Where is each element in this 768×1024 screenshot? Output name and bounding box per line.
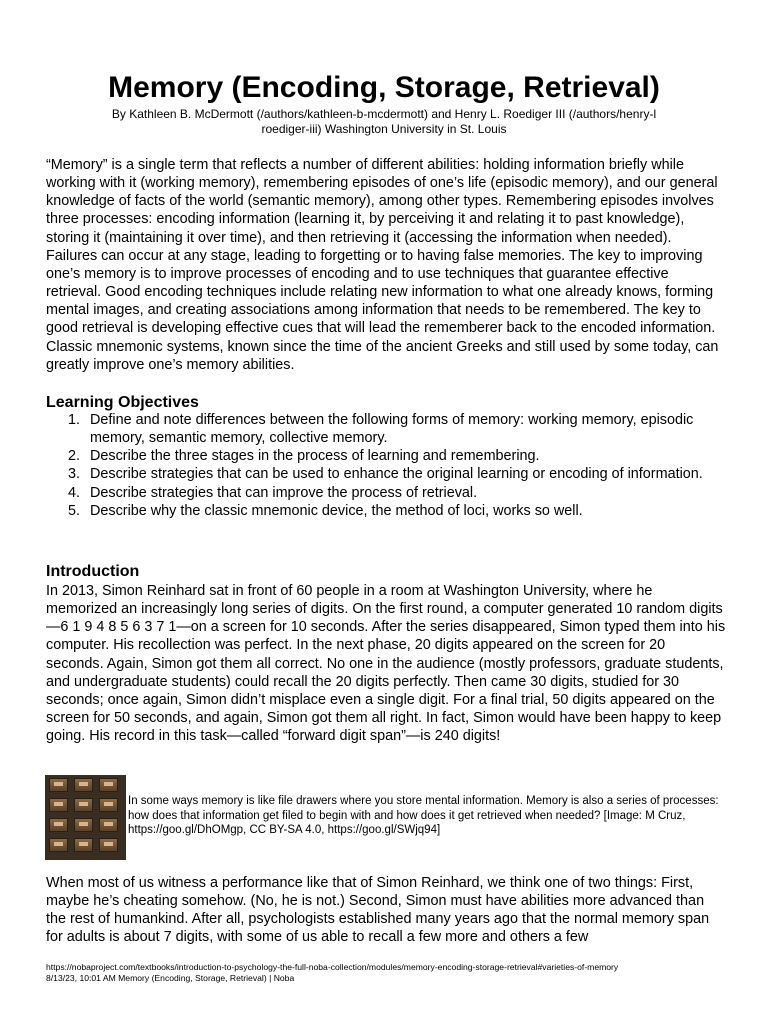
author-byline: By Kathleen B. McDermott (/authors/kathleen-b-mcdermott) and Henry L. Roediger III (/authors/henry-l roediger-iii) Washington University in St. Louis — [111, 107, 657, 136]
objective-item — [46, 484, 726, 502]
introduction-heading: Introduction — [46, 563, 140, 580]
footer-url: https://nobaproject.com/textbooks/introduction-to-psychology-the-full-noba-collection/modules/memory-encoding-storage-retrieval#varieties-of-memory — [46, 962, 619, 972]
introduction-paragraph: In 2013, Simon Reinhard sat in front of 60 people in a room at Washington University, where he memorized an increasingly long series of digits. On the first round, a computer generated 10 random digits—6 1 9 4 8 5 6 3 7 1—on a screen for 10 seconds. After the series disappeared, Simon typed them into his computer. His recollection was perfect. In the next phase, 20 digits appeared on the screen for 20 seconds. Again, Simon got them all correct. No one in the audience (mostly professors, graduate students, and undergraduate students) could recall the 20 digits perfectly. Then came 30 digits, studied for 30 seconds; once again, Simon didn’t misplace even a single digit. For a final trial, 50 digits appeared on the screen for 50 seconds, and again, Simon got them all right. In fact, Simon would have been happy to keep going. His record in this task—called “forward digit span”—is 240 digits! — [46, 583, 726, 745]
figure-caption: In some ways memory is like file drawers where you store mental information. Memory is also a series of processes: how does that information get filed to begin with and how does it get retrieved when needed? [Image: M Cruz, https://goo.gl/DhOMgp, CC BY-SA 4.0, https://goo.gl/SWjq94] — [128, 795, 719, 836]
objective-text: Describe strategies that can be used to enhance the original learning or encoding of information. — [90, 466, 703, 483]
objective-number: 4. — [68, 484, 81, 501]
objective-text: Describe strategies that can improve the process of retrieval. — [90, 484, 478, 501]
abstract-paragraph: “Memory” is a single term that reflects a number of different abilities: holding information briefly while working with it (working memory), remembering episodes of one’s life (episodic memory), and our general knowledge of facts of the world (semantic memory), among other types. Remembering episodes involves three processes: encoding information (learning it, by perceiving it and relating it to past knowledge), storing it (maintaining it over time), and then retrieving it (accessing the information when needed). Failures can occur at any stage, leading to forgetting or to having false memories. The key to improving one’s memory is to improve processes of encoding and to use techniques that guarantee effective retrieval. Good encoding techniques include relating new information to what one already knows, forming mental images, and creating associations among information that needs to be remembered. The key to good retrieval is developing effective cues that will lead the rememberer back to the encoded information. Classic mnemonic systems, known since the time of the ancient Greeks and still used by some today, can greatly improve one’s memory abilities. — [46, 157, 719, 373]
objective-item — [46, 502, 726, 520]
objective-text: Describe why the classic mnemonic device, the method of loci, works so well. — [90, 502, 583, 519]
page-title: Memory (Encoding, Storage, Retrieval) — [108, 71, 660, 104]
learning-objectives-heading: Learning Objectives — [46, 394, 199, 411]
objective-text: Describe the three stages in the process of learning and remembering. — [90, 448, 540, 465]
objective-number: 5. — [68, 502, 81, 519]
footer-date-title: 8/13/23, 10:01 AM Memory (Encoding, Storage, Retrieval) | Noba — [46, 973, 295, 983]
objective-number: 1. — [68, 412, 81, 428]
objective-number: 2. — [68, 448, 81, 465]
file-drawers-image — [45, 775, 126, 860]
objective-text: Define and note differences between the following forms of memory: working memory, episodic memory, semantic memory, collective memory. — [90, 412, 694, 447]
objective-number: 3. — [68, 466, 81, 483]
learning-objectives-list — [46, 411, 726, 520]
body-paragraph: When most of us witness a performance like that of Simon Reinhard, we think one of two things: First, maybe he’s cheating somehow. (No, he is not.) Second, Simon must have abilities more advanced than the rest of humankind. After all, psychologists established many years ago that the normal memory span for adults is about 7 digits, with some of us able to recall a few more and others a few — [46, 875, 710, 946]
objective-item — [46, 411, 726, 447]
page-footer — [46, 962, 736, 984]
objective-item — [46, 465, 726, 483]
objective-item — [46, 447, 726, 465]
